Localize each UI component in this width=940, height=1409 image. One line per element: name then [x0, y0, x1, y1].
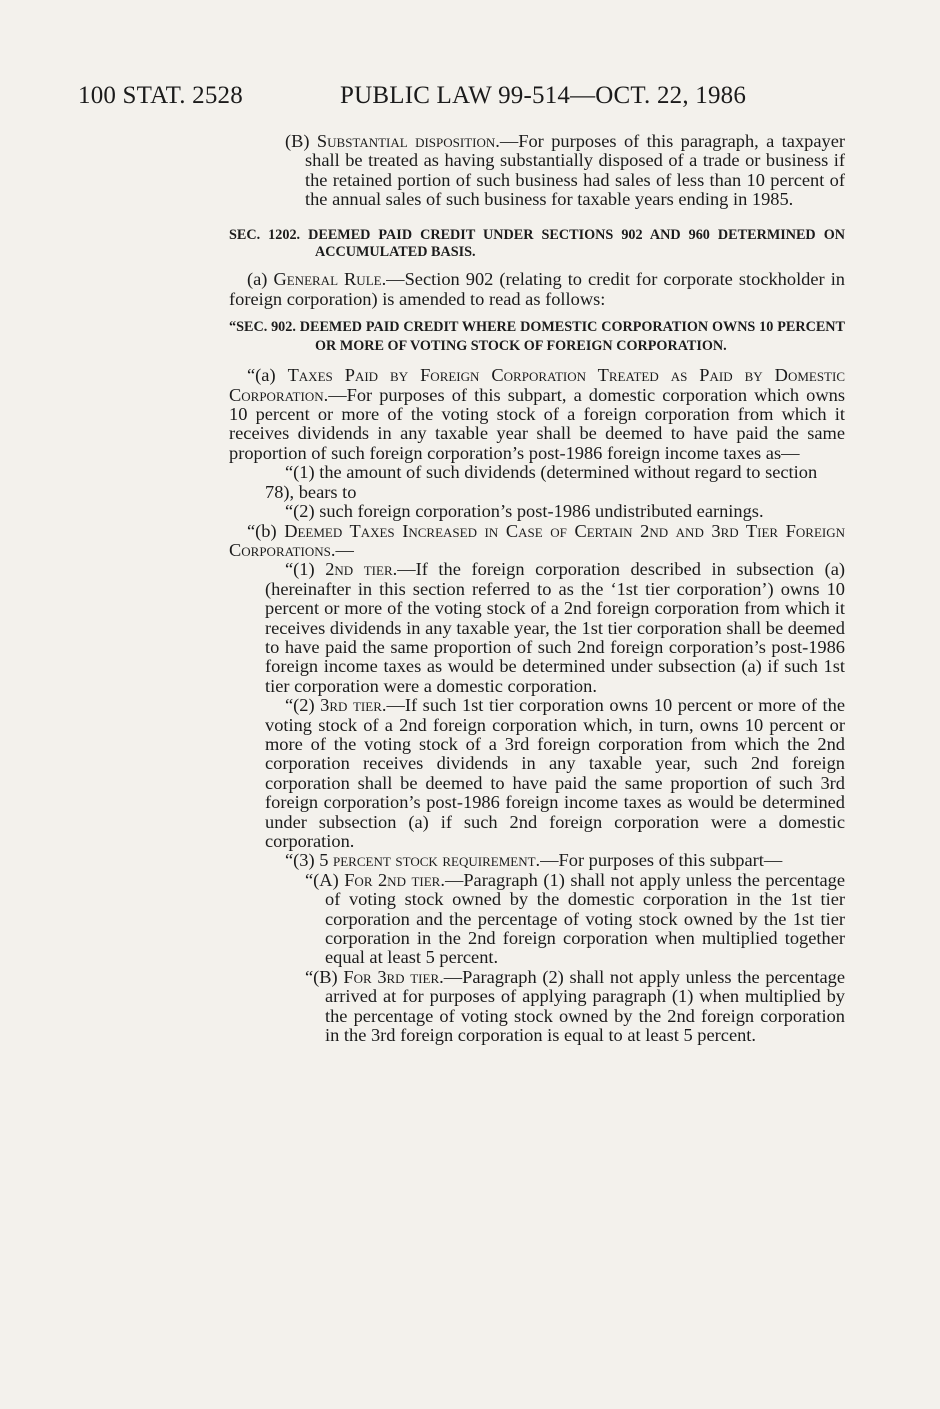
paragraph-heading: Deemed Taxes Increased in Case of Certain 2nd and 3rd Tier Foreign Corporations: [229, 520, 845, 560]
paragraph-lead: “(b): [247, 520, 285, 541]
paragraph-heading: percent stock requirement: [333, 850, 536, 871]
statute-body: [229, 132, 845, 1045]
subsection-a-item-1: “(1) the amount of such dividends (determined without regard to section 78), bears to: [265, 462, 818, 502]
paragraph-text: .—Paragraph (1) shall not apply unless the percentage of voting stock owned by the domestic corporation in the 1st tier corporation and the percentage of voting stock owned by the 1st tier corporation in the 2nd foreign corporation when multiplied together equal at least 5 percent.: [325, 869, 845, 968]
paragraph-lead: (a): [247, 269, 274, 290]
subsection-b-paragraph-1: [229, 560, 845, 696]
stat-citation: 100 STAT. 2528: [78, 82, 243, 109]
paragraph-text: .—For purposes of this paragraph, a taxpayer shall be treated as having substantially disposed of a trade or business if the retained portion of such business had sales of less than 10 percent of the annual sales of such business for taxable years ending in 1985.: [305, 131, 845, 210]
paragraph-text: .—For purposes of this subpart, a domestic corporation which owns 10 percent or more of the voting stock of a foreign corporation from which it receives dividends in any taxable year shall be deemed to have paid the same proportion of such foreign corporation’s post-1986 foreign income taxes as—: [229, 384, 845, 463]
paragraph-lead: “(a): [247, 365, 288, 386]
paragraph-lead: (B): [285, 131, 317, 151]
paragraph-text: .—For purposes of this subpart—: [535, 850, 783, 871]
paragraph-lead: “(3) 5: [285, 850, 333, 871]
paragraph-heading: General Rule: [273, 269, 382, 290]
paragraph-text: .—Paragraph (2) shall not apply unless the percentage arrived at for purposes of applying paragraph (1) when multiplied by the percentage of voting stock owned by the 2nd foreign corporation in the 3rd foreign corporation is equal to at least 5 percent.: [325, 966, 846, 1046]
paragraph-heading: 3rd tier: [320, 695, 382, 716]
paragraph-text: .—If such 1st tier corporation owns 10 percent or more of the voting stock of a 2nd foreign corporation which, in turn, owns 10 percent or more of the voting stock of a 3rd foreign corporation from which the 2nd corporation receives dividends in any taxable year, such 2nd foreign corporation shall be deemed to have paid the same proportion of such 3rd foreign corporation’s post-1986 foreign income taxes as would be determined under subsection (a) if such 2nd foreign corporation were a domestic corporation.: [265, 695, 845, 851]
paragraph-text: .—Section 902 (relating to credit for corporate stockholder in foreign corporation) is amended to read as follows:: [229, 269, 846, 309]
paragraph-lead: “(B): [305, 966, 344, 987]
paragraph-lead: “(2): [285, 695, 321, 716]
paragraph-lead: “(A): [305, 869, 345, 890]
subsection-b-paragraph-3: [229, 851, 845, 870]
paragraph-text: .—If the foreign corporation described in subsection (a) (hereinafter in this section referred to as the ‘1st tier corporation’) owns 10 percent or more of the voting stock of a 2nd foreign corporation from which it receives dividends in any taxable year, the 1st tier corporation shall be deemed to have paid the same proportion of such 2nd foreign corporation’s post-1986 foreign income taxes as would be determined under subsection (a) if such 1st tier corporation were a domestic corporation.: [265, 559, 845, 696]
paragraph-lead: “(1): [285, 559, 326, 580]
paragraph-b-substantial-disposition: [229, 132, 845, 210]
paragraph-heading: Taxes Paid by Foreign Corporation Treated as Paid by Domestic Corporation: [229, 365, 845, 405]
subparagraph-3a: [229, 871, 845, 968]
subsection-a-paragraph: [229, 366, 845, 463]
public-law-title: PUBLIC LAW 99-514—OCT. 22, 1986: [340, 82, 747, 109]
section-1202-heading: SEC. 1202. DEEMED PAID CREDIT UNDER SECTIONS 902 AND 960 DETERMINED ON ACCUMULATED BASIS.: [229, 226, 845, 261]
paragraph-heading: 2nd tier: [325, 559, 393, 580]
paragraph-text: .—: [330, 539, 354, 560]
paragraph-heading: For 3rd tier: [343, 966, 440, 987]
paragraph-heading: Substantial disposition: [316, 131, 496, 151]
paragraph-heading: For 2nd tier: [344, 869, 441, 890]
subsection-b-heading: [229, 522, 845, 561]
subparagraph-3b: [229, 968, 845, 1046]
subsection-a-item-2: “(2) such foreign corporation’s post-1986 undistributed earnings.: [285, 501, 764, 522]
subsection-b-paragraph-2: [229, 696, 845, 851]
general-rule-paragraph: [229, 270, 845, 309]
section-902-heading: “SEC. 902. DEEMED PAID CREDIT WHERE DOMESTIC CORPORATION OWNS 10 PERCENT OR MORE OF VOTING STOCK OF FOREIGN CORPORATION.: [229, 319, 845, 355]
